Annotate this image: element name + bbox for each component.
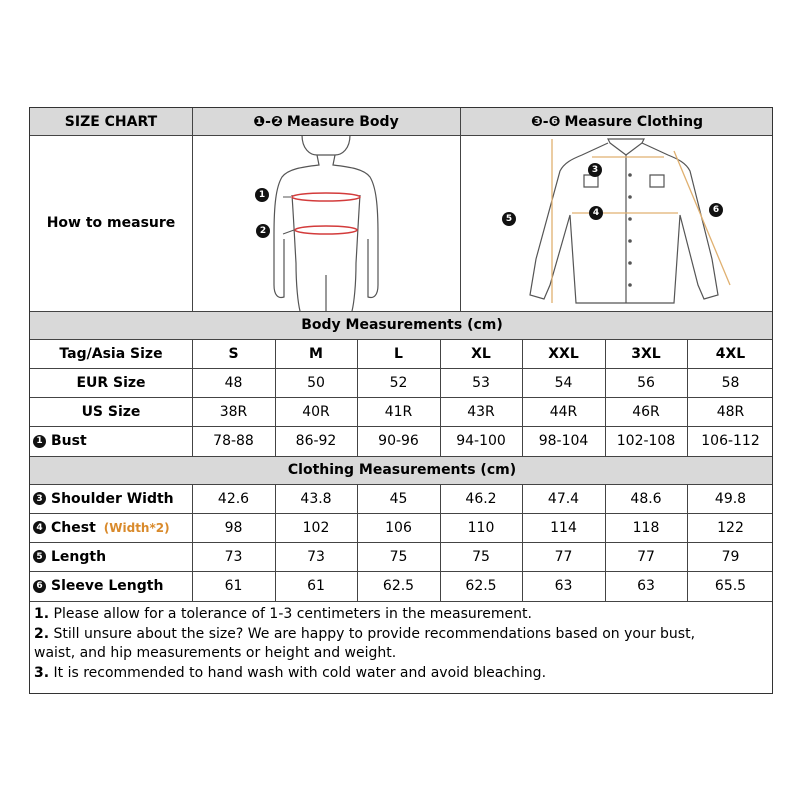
- measure-name: Sleeve Length: [51, 578, 164, 594]
- clothing-value-cell: 77: [554, 548, 573, 565]
- body-measurements-title: Body Measurements (cm): [301, 317, 503, 333]
- clothing-value-cell: 110: [467, 519, 495, 536]
- eur-size-cell: 52: [389, 374, 408, 391]
- note-line: [34, 664, 695, 684]
- clothing-row-label: [30, 513, 195, 542]
- clothing-row-label: [30, 484, 195, 513]
- clothing-value-cell: 75: [472, 548, 490, 565]
- us-size-label: US Size: [81, 403, 141, 420]
- measure-clothing-label: Measure Clothing: [564, 113, 704, 130]
- size-header-2: L: [394, 345, 403, 362]
- notes-block: [34, 605, 695, 683]
- clothing-value-cell: 46.2: [465, 490, 497, 507]
- shirt-mark-4: 4: [589, 206, 603, 220]
- note-text: It is recommended to hand wash with cold water and avoid bleaching.: [49, 664, 547, 681]
- measure-clothing-header: [460, 108, 774, 135]
- note-number: 3.: [34, 664, 50, 681]
- clothing-value-cell: 73: [224, 548, 243, 565]
- clothing-value-cell: 63: [554, 578, 573, 594]
- note-text: Please allow for a tolerance of 1-3 centimeters in the measurement.: [49, 606, 532, 622]
- shirt-mark-3: 3: [588, 163, 602, 177]
- measure-body-header: [192, 108, 460, 135]
- bust-label: [30, 426, 195, 456]
- clothing-value-cell: 43.8: [300, 490, 332, 507]
- clothing-value-cell: 42.6: [217, 490, 250, 507]
- size-chart-table: [29, 107, 773, 694]
- clothing-value-cell: 47.4: [547, 490, 580, 507]
- size-header-5: 3XL: [631, 345, 661, 362]
- size-header-1: M: [309, 345, 323, 362]
- bust-cell: 106-112: [701, 433, 760, 449]
- measure-body-range: ❶-❷: [253, 113, 283, 130]
- measure-name: Length: [51, 548, 107, 565]
- clothing-value-cell: 79: [721, 548, 740, 565]
- bust-cell: 90-96: [378, 433, 419, 449]
- bust-cell: 78-88: [213, 433, 254, 449]
- eur-size-cell: 54: [554, 374, 573, 391]
- measure-clothing-range: ❸-❻: [530, 113, 561, 130]
- size-chart-title: SIZE CHART: [64, 113, 158, 130]
- chest-width-note: (Width*2): [103, 520, 170, 535]
- size-header-4: XXL: [548, 345, 579, 362]
- measure-number-icon: 6: [33, 580, 46, 593]
- eur-size-cell: 58: [721, 374, 740, 391]
- clothing-value-cell: 61: [307, 578, 325, 594]
- clothing-value-cell: 61: [224, 578, 243, 594]
- bust-cell: 94-100: [456, 433, 506, 449]
- body-mark-1: 1: [255, 188, 269, 202]
- clothing-value-cell: 114: [550, 519, 577, 536]
- note-number: 2.: [34, 625, 50, 642]
- shirt-mark-5: 5: [502, 212, 516, 226]
- body-mark-2: 2: [256, 224, 270, 238]
- us-size-cell: 41R: [384, 403, 413, 420]
- eur-size-cell: 56: [637, 374, 655, 391]
- size-header-3: XL: [471, 345, 491, 362]
- us-size-cell: 44R: [549, 403, 578, 420]
- measure-body-label: Measure Body: [286, 113, 399, 130]
- clothing-value-cell: 102: [302, 519, 330, 536]
- measure-number-icon: 5: [33, 550, 46, 563]
- us-size-cell: 40R: [302, 403, 330, 420]
- us-size-cell: 38R: [219, 403, 248, 420]
- clothing-value-cell: 106: [385, 519, 412, 536]
- clothing-value-cell: 45: [389, 490, 408, 507]
- eur-size-cell: 50: [307, 374, 325, 391]
- note-line: [34, 644, 695, 664]
- eur-size-cell: 48: [224, 374, 243, 391]
- tag-size-label: Tag/Asia Size: [59, 345, 163, 362]
- bust-cell: 86-92: [295, 433, 337, 449]
- bust-label-text: Bust: [51, 433, 87, 449]
- clothing-value-cell: 63: [637, 578, 655, 594]
- body-figure-illustration: [192, 135, 460, 311]
- bust-number-icon: 1: [33, 435, 46, 448]
- clothing-row-label: [30, 571, 195, 601]
- clothing-value-cell: 48.6: [630, 490, 662, 507]
- clothing-value-cell: 62.5: [465, 578, 497, 594]
- size-header-0: S: [228, 345, 239, 362]
- clothing-value-cell: 49.8: [714, 490, 747, 507]
- size-header-6: 4XL: [715, 345, 746, 362]
- note-line: [34, 605, 695, 625]
- bust-cell: 102-108: [616, 433, 676, 449]
- how-to-measure-label: How to measure: [46, 215, 176, 231]
- shirt-mark-6: 6: [709, 203, 723, 217]
- clothing-measurements-title: Clothing Measurements (cm): [287, 462, 517, 478]
- clothing-value-cell: 122: [717, 519, 744, 536]
- note-number: 1.: [34, 606, 50, 622]
- measure-number-icon: 3: [33, 492, 46, 505]
- clothing-row-label: [30, 542, 195, 571]
- measure-name: Chest: [51, 519, 96, 536]
- us-size-cell: 48R: [716, 403, 745, 420]
- us-size-cell: 46R: [632, 403, 660, 420]
- note-text: waist, and hip measurements or height and weight.: [34, 645, 397, 661]
- bust-cell: 98-104: [538, 433, 589, 449]
- eur-size-label: EUR Size: [76, 374, 146, 391]
- clothing-value-cell: 77: [637, 548, 655, 565]
- clothing-value-cell: 73: [307, 548, 325, 565]
- clothing-value-cell: 65.5: [714, 578, 747, 594]
- clothing-value-cell: 62.5: [382, 578, 415, 594]
- note-text: Still unsure about the size? We are happy to provide recommendations based on your bust,: [49, 625, 696, 642]
- clothing-value-cell: 98: [224, 519, 243, 536]
- us-size-cell: 43R: [467, 403, 495, 420]
- clothing-value-cell: 118: [632, 519, 660, 536]
- eur-size-cell: 53: [472, 374, 490, 391]
- note-line: [34, 625, 695, 645]
- measure-name: Shoulder Width: [51, 490, 174, 507]
- measure-number-icon: 4: [33, 521, 46, 534]
- clothing-value-cell: 75: [389, 548, 408, 565]
